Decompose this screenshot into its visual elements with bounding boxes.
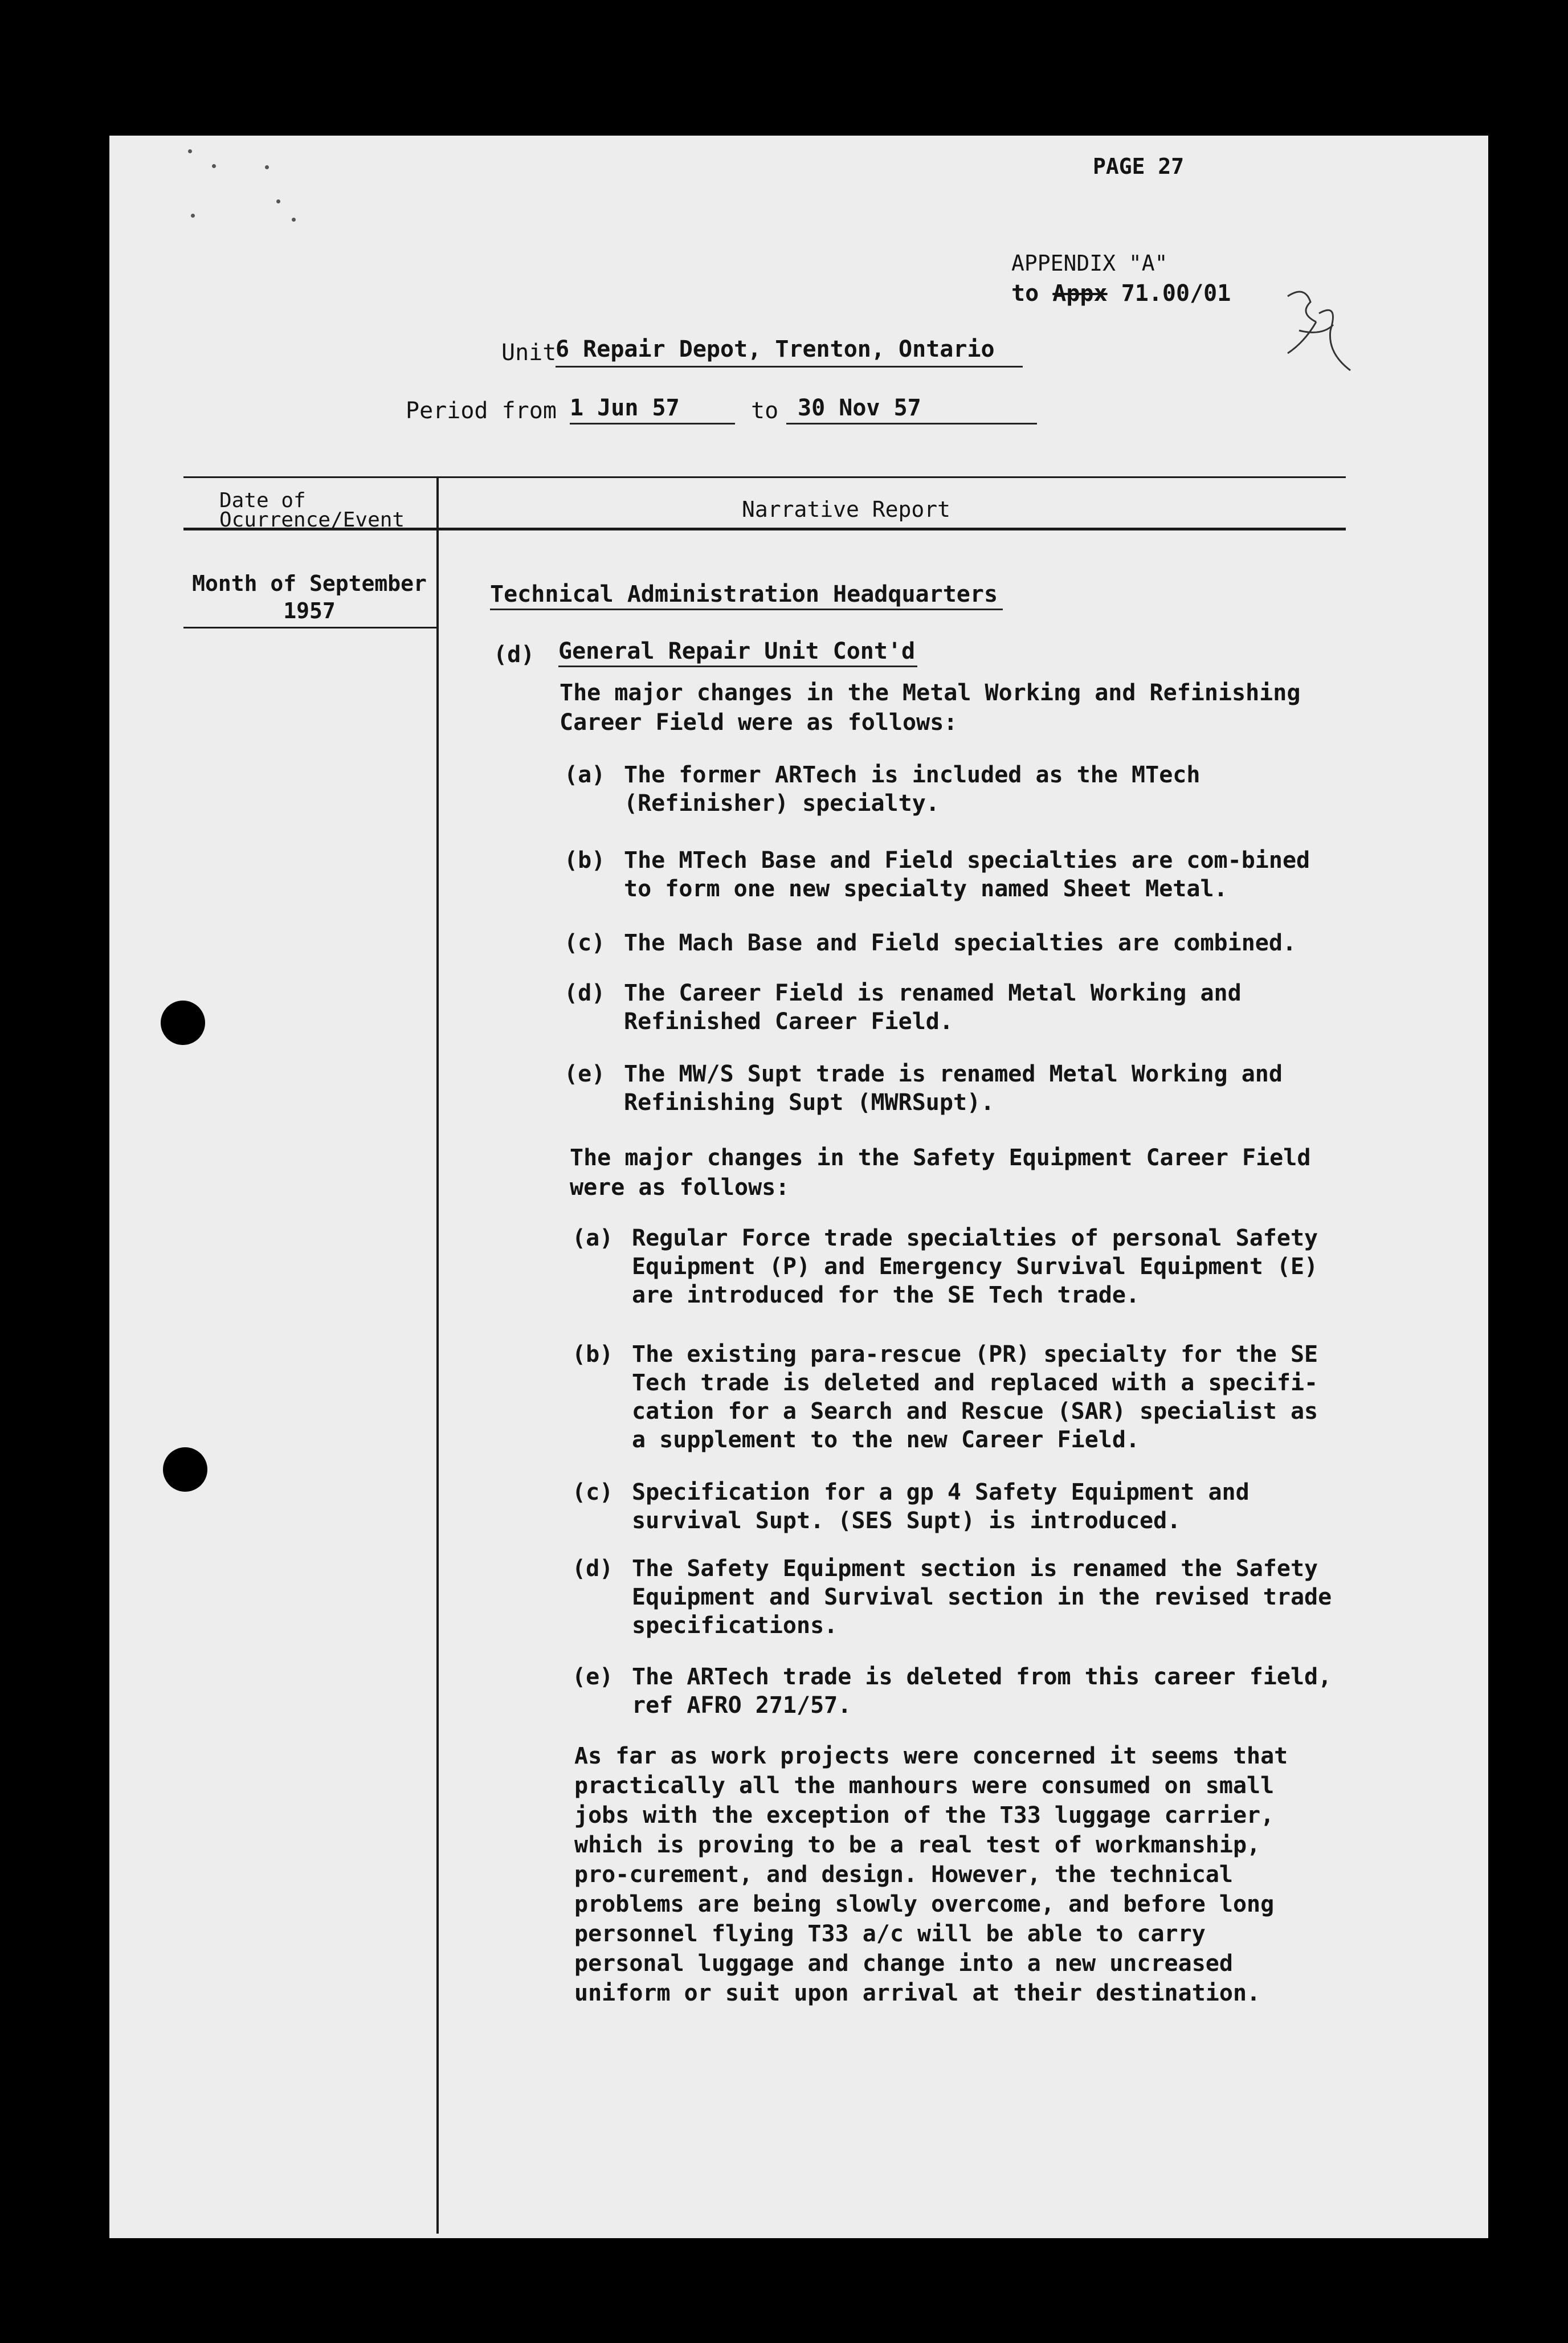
punch-hole-top [161,1001,205,1045]
list-item-text: The existing para-rescue (PR) specialty for the SE Tech trade is deleted and replaced with a specifi-cation for a Search and Rescue (SAR) specialist as a supplement to the new Career Field. [632,1341,1318,1453]
page-number: PAGE 27 [1093,154,1185,179]
period-from-underline [570,423,735,424]
list-item-label: (a) [564,762,606,788]
ink-speck [212,164,216,168]
list-item-text: The MW/S Supt trade is renamed Metal Working and Refinishing Supt (MWRSupt). [624,1061,1283,1116]
list-item [564,1060,1339,1122]
closing-paragraph: As far as work projects were concerned it seems that practically all the manhours were consumed on small jobs with the exception of the T33 luggage carrier, which is proving to be a real test of workmanship, pro-curement, and design. However, the technical problems are being slowly overcome, and before long personnel flying T33 a/c will be able to carry personal luggage and change into a new uncreased uniform or suit upon arrival at their destination. [574,1743,1288,2006]
ink-speck [191,214,195,218]
period-from: 1 Jun 57 [570,395,680,421]
list-item-text: The former ARTech is included as the MTech (Refinisher) specialty. [624,762,1200,817]
list-item-label: (d) [564,980,606,1006]
list-item-text: The Safety Equipment section is renamed the Safety Equipment and Survival section in the revised trade specifications. [632,1556,1332,1639]
period-label: Period from [406,398,557,424]
list-item-text: Regular Force trade specialties of personal Safety Equipment (P) and Emergency Survival Equipment (E) are introduced for the SE Tech trade. [632,1225,1318,1308]
section-title-underline [490,609,1003,610]
appendix-reference [1011,280,1231,307]
list-item [564,846,1339,909]
list-item-label: (e) [572,1664,614,1690]
list-item [572,1224,1347,1315]
intro-safety-equipment: The major changes in the Safety Equipment Career Field were as follows: [570,1145,1311,1201]
list-item-label: (c) [564,930,606,956]
appendix-number: 71.00/01 [1121,280,1231,307]
date-entry-rule [183,627,436,628]
list-item-label: (b) [564,847,606,873]
list-item-label: (d) [572,1556,614,1582]
appendix-to: to [1011,280,1039,307]
unit-label: Unit [501,340,557,366]
section-title: Technical Administration Headquarters [490,581,998,607]
unit-underline [556,366,1023,368]
ink-speck [276,199,280,203]
list-item-label: (c) [572,1479,614,1505]
list-item [564,761,1339,823]
appendix-struck-word: Appx [1052,280,1108,307]
list-item-text: The Career Field is renamed Metal Working and Refinished Career Field. [624,980,1242,1035]
subsection-label: (d) [493,642,535,668]
list-item-text: The Mach Base and Field specialties are combined. [624,930,1297,956]
date-column-header: Date of Ocurrence/Event [219,489,405,532]
subsection-underline [558,666,917,667]
list-item [572,1554,1347,1646]
appendix-label: APPENDIX "A" [1011,251,1168,276]
list-item [572,1340,1347,1460]
ink-speck [292,218,296,222]
date-entry: Month of September 1957 [192,571,427,623]
list-item [572,1663,1347,1725]
list-item-label: (e) [564,1061,606,1087]
narrative-column-header: Narrative Report [742,497,951,522]
ink-speck [265,165,269,169]
ink-speck [188,149,192,153]
column-divider [436,476,439,2234]
list-item-label: (b) [572,1341,614,1368]
subsection-title: General Repair Unit Cont'd [558,638,916,664]
list-item-text: The ARTech trade is deleted from this career field, ref AFRO 271/57. [632,1664,1332,1719]
handwritten-initials [1265,279,1379,382]
punch-hole-bottom [163,1447,207,1492]
period-to-label: to [751,398,779,424]
period-to: 30 Nov 57 [798,395,921,421]
period-to-underline [786,423,1037,424]
list-item [564,979,1339,1042]
list-item [572,1478,1347,1541]
unit-value: 6 Repair Depot, Trenton, Ontario [556,336,995,362]
table-top-rule [183,476,1346,478]
list-item-text: Specification for a gp 4 Safety Equipment and survival Supt. (SES Supt) is introduced. [632,1479,1250,1534]
list-item-label: (a) [572,1225,614,1251]
intro-metal-working: The major changes in the Metal Working and Refinishing Career Field were as follows: [560,680,1301,736]
list-item-text: The MTech Base and Field specialties are com-bined to form one new specialty named Sheet Metal. [624,847,1310,902]
list-item [564,929,1339,963]
